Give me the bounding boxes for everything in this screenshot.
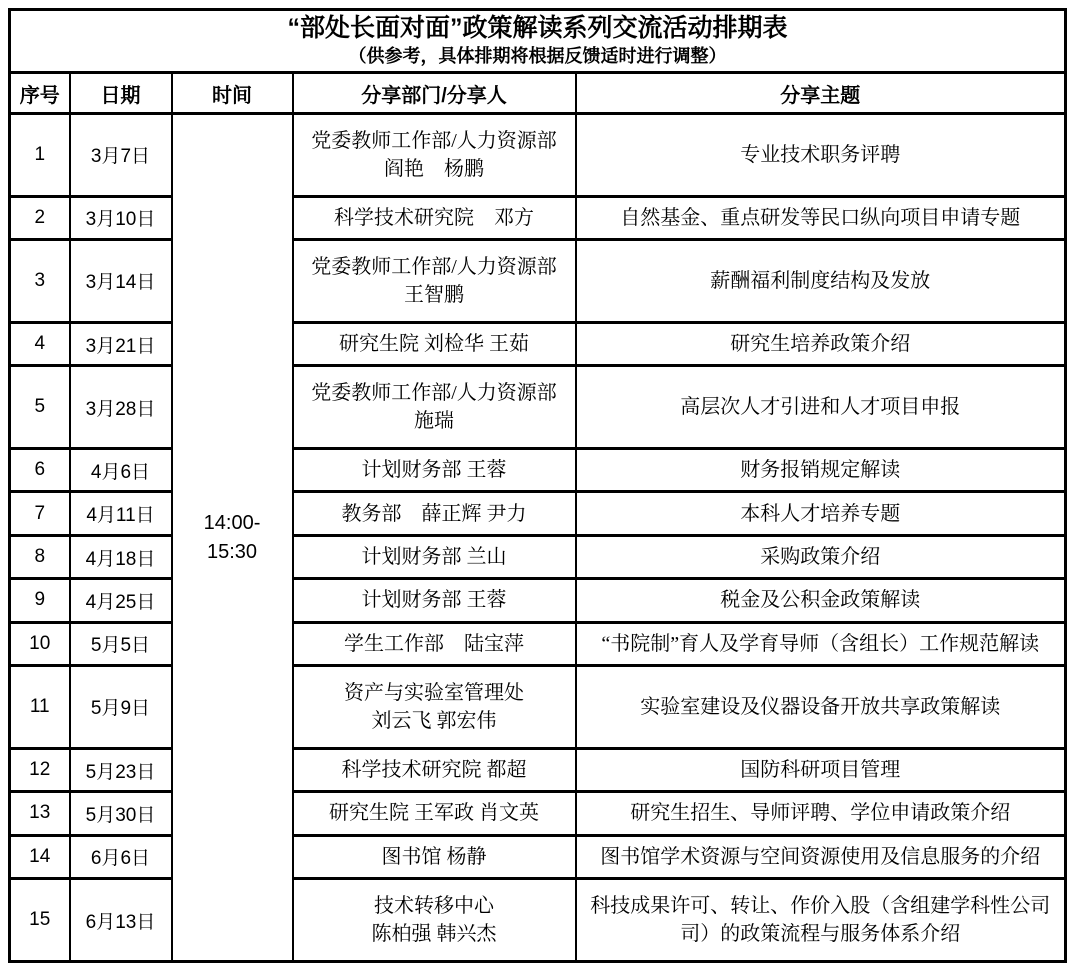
department-cell	[293, 492, 576, 535]
topic-cell: 采购政策介绍	[576, 535, 1066, 578]
schedule-table	[8, 8, 1067, 963]
table-row	[10, 492, 1066, 535]
topic-cell: 图书馆学术资源与空间资源使用及信息服务的介绍	[576, 835, 1066, 878]
department-cell	[293, 535, 576, 578]
table-row	[10, 666, 1066, 749]
table-row	[10, 196, 1066, 239]
department-line: 图书馆 杨静	[381, 845, 487, 868]
table-row	[10, 114, 1066, 197]
department-cell	[293, 792, 576, 835]
column-header-topic: 分享主题	[576, 73, 1066, 114]
page-subtitle: （供参考，具体排期将根据反馈适时进行调整）	[348, 46, 727, 67]
department-cell	[293, 748, 576, 791]
topic-cell: 财务报销规定解读	[576, 448, 1066, 491]
date-cell: 5月23日	[70, 748, 172, 791]
row-number-cell: 2	[10, 196, 70, 239]
department-line: 教务部 薛正辉 尹力	[341, 502, 527, 525]
row-number-cell: 6	[10, 448, 70, 491]
department-line: 技术转移中心	[374, 895, 494, 918]
date-cell: 3月7日	[70, 114, 172, 197]
page-title: “部处长面对面”政策解读系列交流活动排期表	[287, 14, 788, 43]
department-cell	[293, 114, 576, 197]
department-line: 党委教师工作部/人力资源部	[311, 129, 557, 152]
topic-cell: 研究生招生、导师评聘、学位申请政策介绍	[576, 792, 1066, 835]
time-line-2: 15:30	[206, 540, 258, 563]
table-row	[10, 879, 1066, 962]
row-number-cell: 14	[10, 835, 70, 878]
row-number-cell: 9	[10, 579, 70, 622]
department-cell	[293, 322, 576, 365]
date-cell: 4月25日	[70, 579, 172, 622]
presenter-line: 陈柏强 韩兴杰	[371, 923, 497, 946]
date-cell: 4月18日	[70, 535, 172, 578]
department-cell	[293, 879, 576, 962]
department-line: 研究生院 王军政 肖文英	[329, 802, 539, 825]
row-number-cell: 15	[10, 879, 70, 962]
department-cell	[293, 622, 576, 665]
row-number-cell: 13	[10, 792, 70, 835]
department-cell	[293, 835, 576, 878]
column-header-time: 时间	[172, 73, 293, 114]
row-number-cell: 1	[10, 114, 70, 197]
topic-cell: 国防科研项目管理	[576, 748, 1066, 791]
table-row	[10, 835, 1066, 878]
topic-cell: 实验室建设及仪器设备开放共享政策解读	[576, 666, 1066, 749]
table-row	[10, 240, 1066, 323]
department-line: 计划财务部 王蓉	[361, 459, 507, 482]
presenter-line: 阎艳 杨鹏	[384, 157, 484, 180]
column-header-no: 序号	[10, 73, 70, 114]
department-line: 党委教师工作部/人力资源部	[311, 255, 557, 278]
department-line: 研究生院 刘检华 王茹	[339, 333, 529, 356]
date-cell: 6月6日	[70, 835, 172, 878]
date-cell: 6月13日	[70, 879, 172, 962]
title-row	[10, 10, 1066, 73]
row-number-cell: 10	[10, 622, 70, 665]
date-cell: 5月9日	[70, 666, 172, 749]
department-line: 资产与实验室管理处	[344, 681, 524, 704]
topic-cell: 专业技术职务评聘	[576, 114, 1066, 197]
topic-cell: 研究生培养政策介绍	[576, 322, 1066, 365]
row-number-cell: 7	[10, 492, 70, 535]
row-number-cell: 4	[10, 322, 70, 365]
presenter-line: 施瑞	[414, 410, 454, 433]
department-line: 计划财务部 兰山	[361, 546, 507, 569]
topic-cell: 自然基金、重点研发等民口纵向项目申请专题	[576, 196, 1066, 239]
date-cell: 3月21日	[70, 322, 172, 365]
table-row	[10, 322, 1066, 365]
department-cell	[293, 666, 576, 749]
table-row	[10, 792, 1066, 835]
date-cell: 5月5日	[70, 622, 172, 665]
department-line: 科学技术研究院 邓方	[334, 206, 534, 229]
topic-cell: 税金及公积金政策解读	[576, 579, 1066, 622]
topic-cell: 科技成果许可、转让、作价入股（含组建学科性公司司）的政策流程与服务体系介绍	[576, 879, 1066, 962]
date-cell: 3月28日	[70, 366, 172, 449]
time-line-1: 14:00-	[203, 511, 261, 534]
department-line: 计划财务部 王蓉	[361, 589, 507, 612]
topic-cell: 本科人才培养专题	[576, 492, 1066, 535]
row-number-cell: 5	[10, 366, 70, 449]
topic-cell: “书院制”育人及学育导师（含组长）工作规范解读	[576, 622, 1066, 665]
row-number-cell: 3	[10, 240, 70, 323]
header-row	[10, 73, 1066, 114]
topic-cell: 薪酬福利制度结构及发放	[576, 240, 1066, 323]
department-cell	[293, 240, 576, 323]
time-cell	[172, 114, 293, 962]
table-row	[10, 748, 1066, 791]
row-number-cell: 11	[10, 666, 70, 749]
presenter-line: 王智鹏	[404, 283, 464, 306]
date-cell: 3月14日	[70, 240, 172, 323]
date-cell: 4月11日	[70, 492, 172, 535]
presenter-line: 刘云飞 郭宏伟	[371, 709, 497, 732]
column-header-date: 日期	[70, 73, 172, 114]
topic-cell: 高层次人才引进和人才项目申报	[576, 366, 1066, 449]
department-cell	[293, 579, 576, 622]
table-row	[10, 579, 1066, 622]
department-cell	[293, 448, 576, 491]
table-row	[10, 622, 1066, 665]
date-cell: 5月30日	[70, 792, 172, 835]
row-number-cell: 12	[10, 748, 70, 791]
department-cell	[293, 366, 576, 449]
row-number-cell: 8	[10, 535, 70, 578]
column-header-dept: 分享部门/分享人	[293, 73, 576, 114]
table-row	[10, 366, 1066, 449]
table-row	[10, 448, 1066, 491]
department-line: 科学技术研究院 都超	[341, 759, 527, 782]
department-cell	[293, 196, 576, 239]
department-line: 党委教师工作部/人力资源部	[311, 382, 557, 405]
table-row	[10, 535, 1066, 578]
date-cell: 4月6日	[70, 448, 172, 491]
date-cell: 3月10日	[70, 196, 172, 239]
title-cell	[10, 10, 1066, 73]
department-line: 学生工作部 陆宝萍	[344, 632, 524, 655]
